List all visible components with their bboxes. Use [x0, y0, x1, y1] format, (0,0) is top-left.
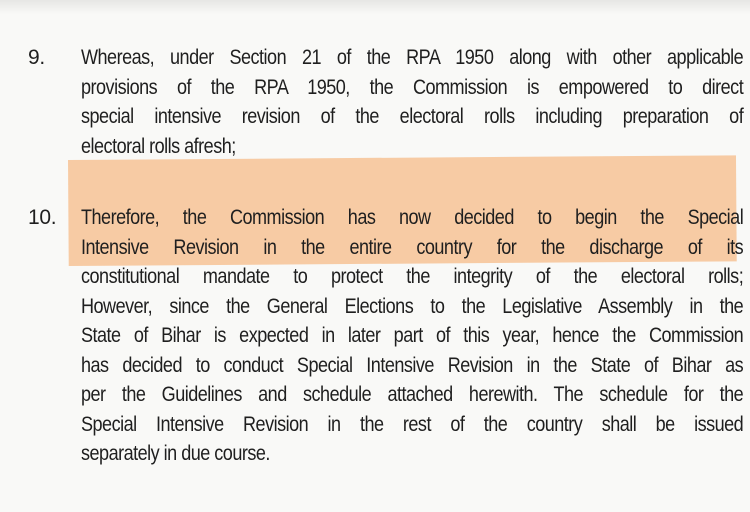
paragraph-number: 9.	[28, 46, 45, 69]
text-line: separately in due course.	[81, 442, 270, 465]
paragraph-number: 10.	[28, 206, 57, 229]
text-line: Whereas, under Section 21 of the RPA 1950 along with other applicable	[81, 46, 744, 69]
paragraph-body	[81, 203, 743, 469]
page-edge-shadow	[0, 0, 750, 14]
text-line: has decided to conduct Special Intensive Revision in the State of Bihar as	[81, 353, 744, 377]
text-line: However, since the General Elections to the Legislative Assembly in the	[81, 294, 744, 318]
text-line: Therefore, the Commission has now decided to begin the Special	[81, 206, 744, 229]
text-line: provisions of the RPA 1950, the Commission is empowered to direct	[81, 75, 744, 99]
text-line: State of Bihar is expected in later part of this year, hence the Commission	[81, 324, 744, 347]
paragraph-body	[81, 43, 743, 161]
text-line: per the Guidelines and schedule attached herewith. The schedule for the	[81, 383, 744, 406]
text-line: special intensive revision of the electoral rolls including preparation of	[81, 105, 744, 128]
text-line: electoral rolls afresh;	[81, 134, 236, 158]
text-line: Intensive Revision in the entire country for the discharge of its	[81, 235, 744, 259]
text-line: Special Intensive Revision in the rest of the country shall be issued	[81, 412, 744, 436]
text-line: constitutional mandate to protect the integrity of the electoral rolls;	[81, 265, 744, 288]
